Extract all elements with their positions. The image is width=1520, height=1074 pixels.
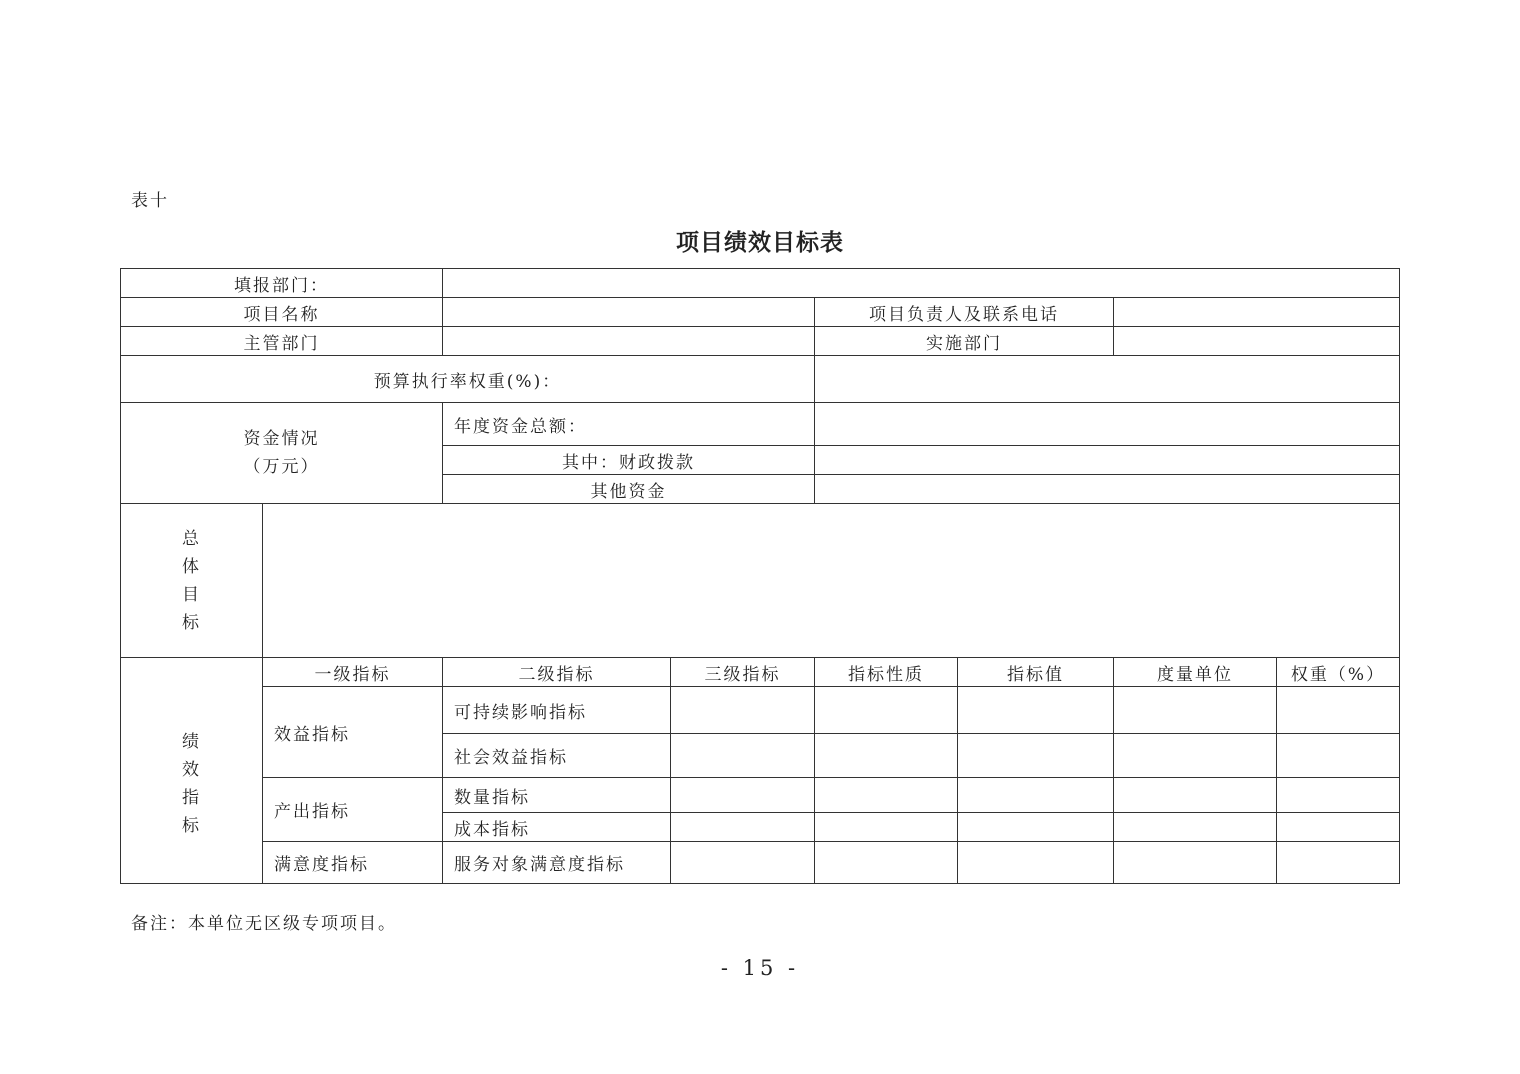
level2-cost: 成本指标 (454, 819, 530, 840)
project-leader-label: 项目负责人及联系电话 (869, 304, 1059, 325)
funds-label-line1: 资金情况 (243, 429, 320, 449)
project-name-label: 项目名称 (243, 304, 320, 325)
performance-side-char: 绩 (182, 731, 201, 752)
funds-other-label: 其他资金 (590, 481, 667, 502)
level2-service: 服务对象满意度指标 (454, 855, 625, 875)
performance-side-char: 标 (182, 815, 201, 836)
page-title: 项目绩效目标表 (676, 229, 844, 256)
column-header-weight: 权重（%） (1290, 664, 1386, 685)
funds-total-label: 年度资金总额： (454, 416, 587, 437)
level2-social: 社会效益指标 (454, 748, 568, 768)
budget-weight-label: 预算执行率权重(%)： (373, 371, 562, 392)
level2-sustain: 可持续影响指标 (454, 702, 587, 723)
performance-side-char: 指 (182, 787, 201, 808)
column-header-value: 指标值 (1007, 664, 1064, 685)
overall-goal-char: 目 (182, 584, 201, 605)
overall-goal-char: 体 (182, 556, 201, 577)
level2-quantity: 数量指标 (454, 787, 530, 808)
column-header-unit: 度量单位 (1157, 664, 1233, 685)
note: 备注：本单位无区级专项项目。 (131, 914, 397, 934)
supervisor-dept-label: 主管部门 (243, 333, 320, 354)
column-header-nature: 指标性质 (848, 664, 924, 685)
performance-side-label (121, 658, 262, 883)
column-header-level3: 三级指标 (704, 664, 781, 685)
overall-goal-label (121, 504, 262, 657)
column-header-level2: 二级指标 (518, 664, 595, 685)
funds-label-line2: （万元） (243, 457, 320, 477)
funds-fiscal-label: 其中：财政拨款 (562, 452, 695, 473)
funds-label (121, 403, 442, 503)
level1-satisfaction: 满意度指标 (274, 855, 369, 875)
column-header-level1: 一级指标 (314, 664, 391, 685)
performance-side-char: 效 (182, 759, 201, 780)
overall-goal-char: 总 (182, 528, 201, 549)
fill-dept-label: 填报部门： (234, 275, 329, 296)
impl-dept-label: 实施部门 (926, 333, 1002, 354)
level1-benefit: 效益指标 (274, 724, 350, 745)
table-number: 表十 (131, 191, 169, 211)
level1-output: 产出指标 (274, 802, 350, 822)
page-number: - 15 - (720, 956, 800, 980)
overall-goal-char: 标 (182, 612, 201, 633)
